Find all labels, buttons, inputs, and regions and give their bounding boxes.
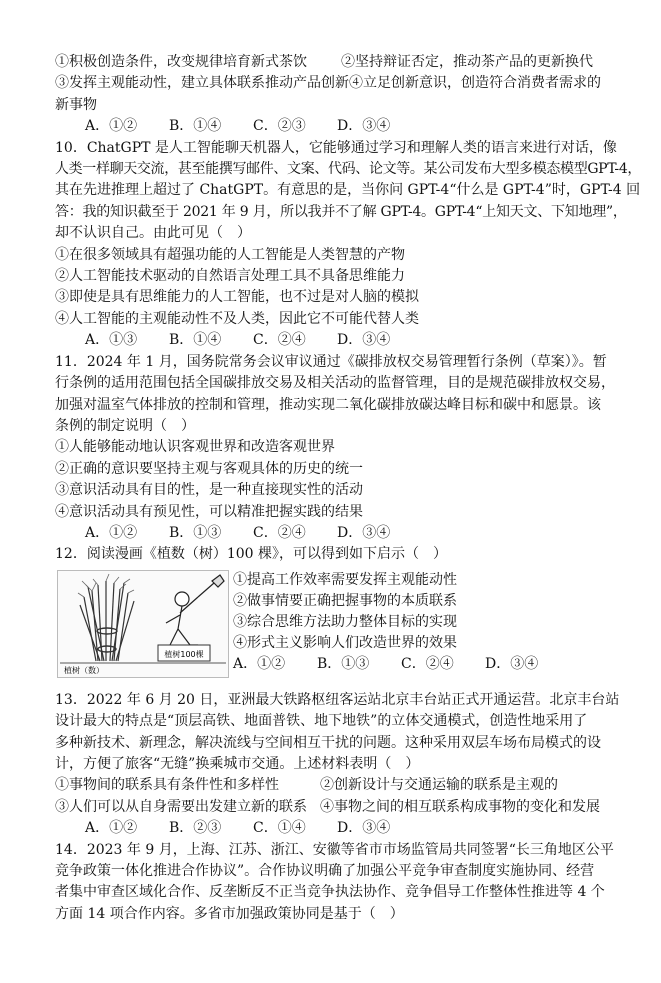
q13-choice-row-1 [55,775,620,796]
q13-stem-line: 多种新技术、新理念，解决流线与空间相互干扰的问题。这种采用双层车场布局模式的设 [55,734,601,751]
q13-stem-line: 计，方便了旅客“无缝”换乘城市交通。上述材料表明（ ） [55,755,420,772]
q11-option-c[interactable]: C．②④ [253,524,306,541]
q9-option-b[interactable]: B．①④ [169,118,222,135]
q13-choice-4: ④事物之间的相互联系构成事物的变化和发展 [320,798,600,815]
q13-stem-line: 设计最大的特点是“顶层高铁、地面普铁、地下地铁”的立体交通模式，创造性地采用了 [55,713,588,730]
q10-stem-line: 却不认识自己。由此可见（ ） [55,225,251,242]
q12-choice-1: ①提高工作效率需要发挥主观能动性 [233,571,457,588]
q9-options [55,116,620,137]
q14-stem-line: 方面 14 项合作内容。多省市加强政策协同是基于（ ） [55,905,404,922]
q9-option-a[interactable]: A．①② [85,118,138,135]
q11-choice-4: ④意识活动具有预见性，可以精准把握实践的结果 [55,503,363,520]
question-9 [55,52,620,138]
q10-choice-1: ①在很多领域具有超强功能的人工智能是人类智慧的产物 [55,246,405,263]
q9-choice-1: ①积极创造条件，改变规律培育新式茶饮 [55,54,307,70]
q14-stem-line: 者集中审查区域化合作、反垄断反不正当竞争执法协作、竞争倡导工作整体性推进等 4 个 [55,884,605,901]
q11-option-d[interactable]: D．③④ [337,524,391,541]
q13-option-c[interactable]: C．①④ [253,820,306,837]
q9-option-c[interactable]: C．②③ [253,118,306,135]
q10-option-b[interactable]: B．①④ [169,332,222,349]
q12-cartoon-row [55,570,620,678]
question-12 [55,544,620,677]
q12-option-d[interactable]: D．③④ [485,655,539,672]
q10-option-d[interactable]: D．③④ [337,332,391,349]
q12-stem: 12．阅读漫画《植数（树）100 棵》，可以得到如下启示（ ） [55,546,447,563]
q11-choice-2: ②正确的意识要坚持主观与客观具体的历史的统一 [55,460,363,477]
cartoon-sign-text: 植树100棵 [164,649,204,659]
q13-options [55,818,620,839]
q12-option-a[interactable]: A．①② [233,655,286,672]
q14-stem-line: 14．2023 年 9 月，上海、江苏、浙江、安徽等省市市场监管局共同签署“长三角地区公平 [55,841,614,858]
q11-stem-line: 11．2024 年 1 月，国务院常务会议审议通过《碳排放权交易管理暂行条例（草案）》。暂 [55,353,607,370]
q9-option-d[interactable]: D．③④ [337,118,391,135]
q12-option-b[interactable]: B．①③ [317,655,370,672]
q13-option-a[interactable]: A．①② [85,820,138,837]
cartoon-drawing [58,571,228,677]
q12-options [233,654,620,675]
question-13 [55,690,620,840]
q12-choices [233,570,620,675]
q14-stem-line: 竞争政策一体化推进合作协议”。合作协议明确了加强公平竞争审查制度实施协同、经营 [55,863,595,879]
q11-stem-line: 行条例的适用范围包括全国碳排放交易及相关活动的监督管理，目的是规范碳排放权交易， [55,375,615,392]
q10-stem-line: 10．ChatGPT 是人工智能聊天机器人，它能够通过学习和理解人类的语言来进行对话，像 [55,139,617,156]
q11-stem-line: 加强对温室气体排放的控制和管理，推动实现二氧化碳排放碳达峰目标和碳中和愿景。该 [55,396,601,413]
q13-stem-line: 13．2022 年 6 月 20 日，亚洲最大铁路枢纽客运站北京丰台站正式开通运营。北京丰台站 [55,691,620,708]
q13-choice-3: ③人们可以从自身需要出发建立新的联系 [55,798,307,815]
q13-option-d[interactable]: D．③④ [337,820,391,837]
q10-options [55,330,620,351]
q10-option-a[interactable]: A．①③ [85,332,138,349]
q11-option-a[interactable]: A．①② [85,524,138,541]
q13-choice-2: ②创新设计与交通运输的联系是主观的 [320,777,558,794]
question-14 [55,840,620,926]
spacer [55,678,620,690]
q11-stem-line: 条例的制定说明（ ） [55,417,195,434]
q10-choice-3: ③即使是具有思维能力的人工智能，也不过是对人脑的模拟 [55,289,419,306]
q10-option-c[interactable]: C．②④ [253,332,306,349]
q11-choice-1: ①人能够能动地认识客观世界和改造客观世界 [55,439,335,456]
q9-choice-2: ②坚持辩证否定，推动茶产品的更新换代 [341,54,593,70]
q10-choice-2: ②人工智能技术驱动的自然语言处理工具不具备思维能力 [55,268,405,285]
q12-choice-3: ③综合思维方法助力整体目标的实现 [233,613,457,630]
q13-option-b[interactable]: B．②③ [169,820,222,837]
q10-stem-line: 答：我的知识截至于 2021 年 9 月，所以我并不了解 GPT-4。GPT-4“上知天文、下知地理”， [55,203,627,220]
q12-choice-4: ④形式主义影响人们改造世界的效果 [233,634,457,651]
q11-options [55,523,620,544]
q13-choice-row-2 [55,797,620,818]
question-10 [55,138,642,352]
q10-choice-4: ④人工智能的主观能动性不及人类，因此它不可能代替人类 [55,310,419,327]
cartoon-caption: 植树（数） [64,665,104,675]
q12-choice-2: ②做事情要正确把握事物的本质联系 [233,592,457,609]
q10-stem-line: 人类一样聊天交流，甚至能撰写邮件、文案、代码、论文等。某公司发布大型多模态模型GPT-4， [55,161,642,178]
q11-option-b[interactable]: B．①③ [169,524,222,541]
q12-cartoon-image [57,570,229,678]
q9-choice-row-3: 新事物 [55,96,97,113]
q13-choice-1: ①事物间的联系具有条件性和多样性 [55,777,279,794]
q9-choice-row-2: ③发挥主观能动性，建立具体联系推动产品创新④立足创新意识，创造符合消费者需求的 [55,75,601,92]
q11-choice-3: ③意识活动具有目的性，是一种直接现实性的活动 [55,482,363,499]
exam-page [55,52,642,925]
q12-option-c[interactable]: C．②④ [401,655,454,672]
q9-choice-row-1 [55,52,620,73]
q10-stem-line: 其在先进推理上超过了 ChatGPT。有意思的是，当你问 GPT-4“什么是 GPT-4”时，GPT-4 回 [55,182,641,199]
question-11 [55,352,620,545]
